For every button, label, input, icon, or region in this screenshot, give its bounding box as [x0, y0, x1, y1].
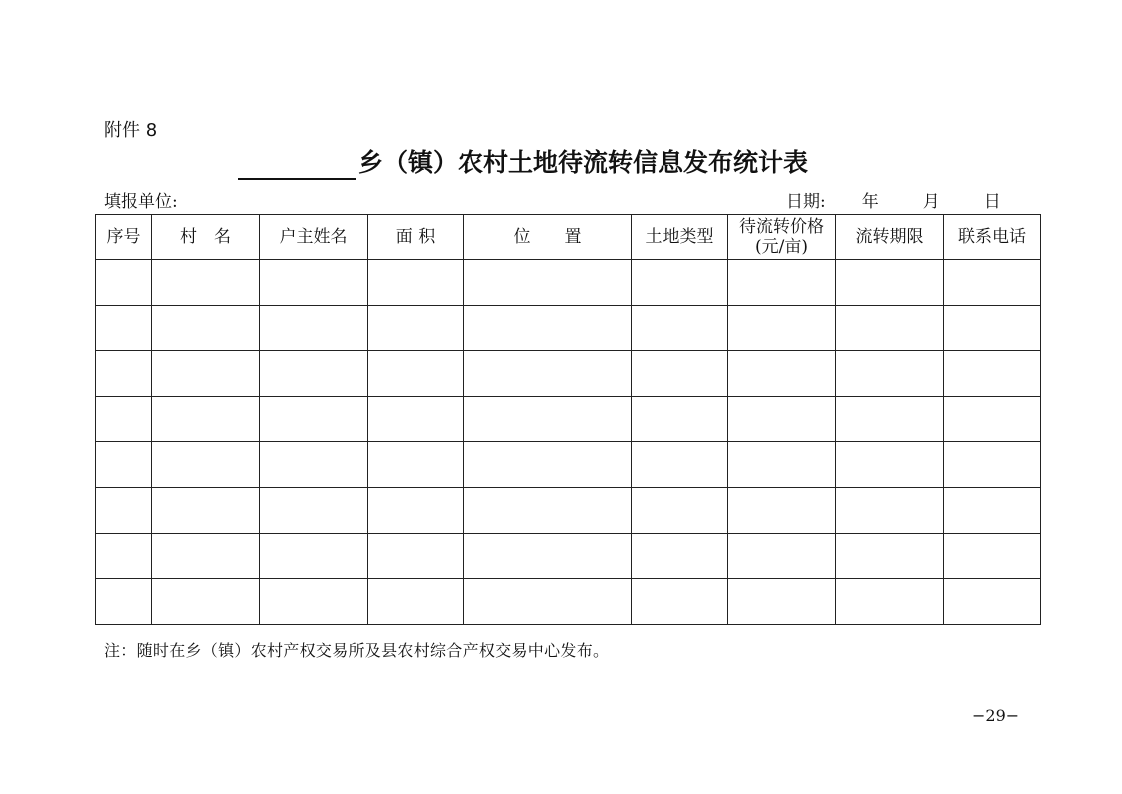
table-cell-empty: [464, 260, 632, 306]
table-cell-empty: [260, 260, 368, 306]
table-cell-empty: [152, 260, 260, 306]
table-cell-empty: [836, 442, 944, 488]
header-transfer-price-unit: (元/亩): [755, 237, 808, 257]
table-cell-empty: [260, 442, 368, 488]
date-day-label: 日: [983, 192, 1001, 212]
table-cell-empty: [368, 396, 464, 442]
table-cell-empty: [96, 487, 152, 533]
table-cell-empty: [464, 579, 632, 625]
table-cell-empty: [944, 487, 1041, 533]
table-cell-empty: [728, 396, 836, 442]
table-cell-empty: [152, 533, 260, 579]
table-cell-empty: [836, 533, 944, 579]
title-row: [238, 144, 808, 180]
table-cell-empty: [632, 579, 728, 625]
table-cell-empty: [96, 305, 152, 351]
table-cell-empty: [368, 260, 464, 306]
table-cell-empty: [152, 396, 260, 442]
table-cell-empty: [944, 260, 1041, 306]
date-label: 日期:: [786, 192, 826, 212]
table-cell-empty: [152, 442, 260, 488]
table-cell-empty: [728, 487, 836, 533]
table-cell-empty: [260, 305, 368, 351]
table-cell-empty: [728, 579, 836, 625]
attachment-label: 附件 8: [104, 120, 158, 141]
table-cell-empty: [152, 305, 260, 351]
table-row: [96, 305, 1041, 351]
table-row: [96, 260, 1041, 306]
statistics-table: [95, 214, 1041, 625]
table-cell-empty: [464, 442, 632, 488]
table-cell-empty: [96, 442, 152, 488]
table-cell-empty: [944, 305, 1041, 351]
table-cell-empty: [944, 533, 1041, 579]
table-row: [96, 487, 1041, 533]
table-cell-empty: [944, 396, 1041, 442]
table-cell-empty: [464, 305, 632, 351]
table-cell-empty: [728, 442, 836, 488]
table-row: [96, 396, 1041, 442]
table-cell-empty: [260, 351, 368, 397]
table-cell-empty: [728, 305, 836, 351]
table-cell-empty: [96, 396, 152, 442]
date-month-label: 月: [922, 192, 940, 212]
table-cell-empty: [152, 579, 260, 625]
table-cell-empty: [464, 351, 632, 397]
header-transfer-price: [728, 215, 836, 260]
table-cell-empty: [836, 260, 944, 306]
header-transfer-price-label: 待流转价格: [739, 217, 824, 237]
date-year-label: 年: [861, 192, 879, 212]
table-row: [96, 442, 1041, 488]
table-cell-empty: [944, 579, 1041, 625]
header-householder-name: 户主姓名: [260, 215, 368, 260]
table-cell-empty: [368, 442, 464, 488]
table-cell-empty: [836, 487, 944, 533]
table-cell-empty: [368, 305, 464, 351]
header-land-type: 土地类型: [632, 215, 728, 260]
table-cell-empty: [96, 351, 152, 397]
table-cell-empty: [464, 533, 632, 579]
table-cell-empty: [836, 305, 944, 351]
table-body: [96, 260, 1041, 625]
table-cell-empty: [368, 487, 464, 533]
date-line: [786, 187, 1001, 212]
table-cell-empty: [632, 305, 728, 351]
table-cell-empty: [260, 533, 368, 579]
table-cell-empty: [260, 396, 368, 442]
table-cell-empty: [836, 396, 944, 442]
header-transfer-term: 流转期限: [836, 215, 944, 260]
table-cell-empty: [368, 533, 464, 579]
title-blank-underline: [238, 146, 356, 180]
table-cell-empty: [368, 351, 464, 397]
fill-unit-label: 填报单位:: [104, 192, 178, 212]
table-row: [96, 579, 1041, 625]
table-cell-empty: [632, 351, 728, 397]
table-cell-empty: [368, 579, 464, 625]
table-header-row: [96, 215, 1041, 260]
header-area: 面 积: [368, 215, 464, 260]
page-number: −29−: [972, 706, 1020, 725]
table-cell-empty: [836, 351, 944, 397]
table-cell-empty: [152, 351, 260, 397]
header-location: 位 置: [464, 215, 632, 260]
table-cell-empty: [632, 442, 728, 488]
table-cell-empty: [464, 487, 632, 533]
table-row: [96, 351, 1041, 397]
table-row: [96, 533, 1041, 579]
table-cell-empty: [632, 396, 728, 442]
page-title: 乡（镇）农村土地待流转信息发布统计表: [358, 148, 809, 177]
table-cell-empty: [96, 533, 152, 579]
table-cell-empty: [96, 260, 152, 306]
header-village-name: 村 名: [152, 215, 260, 260]
table-cell-empty: [632, 260, 728, 306]
table-cell-empty: [836, 579, 944, 625]
table-cell-empty: [728, 351, 836, 397]
table-cell-empty: [464, 396, 632, 442]
footnote: 注：随时在乡（镇）农村产权交易所及县农村综合产权交易中心发布。: [104, 641, 610, 660]
header-serial-number: 序号: [96, 215, 152, 260]
table-cell-empty: [944, 442, 1041, 488]
table-cell-empty: [152, 487, 260, 533]
table-cell-empty: [632, 487, 728, 533]
table-cell-empty: [96, 579, 152, 625]
table-cell-empty: [260, 487, 368, 533]
table-cell-empty: [728, 533, 836, 579]
table-cell-empty: [944, 351, 1041, 397]
header-contact-phone: 联系电话: [944, 215, 1041, 260]
table-cell-empty: [632, 533, 728, 579]
table-cell-empty: [260, 579, 368, 625]
table-cell-empty: [728, 260, 836, 306]
